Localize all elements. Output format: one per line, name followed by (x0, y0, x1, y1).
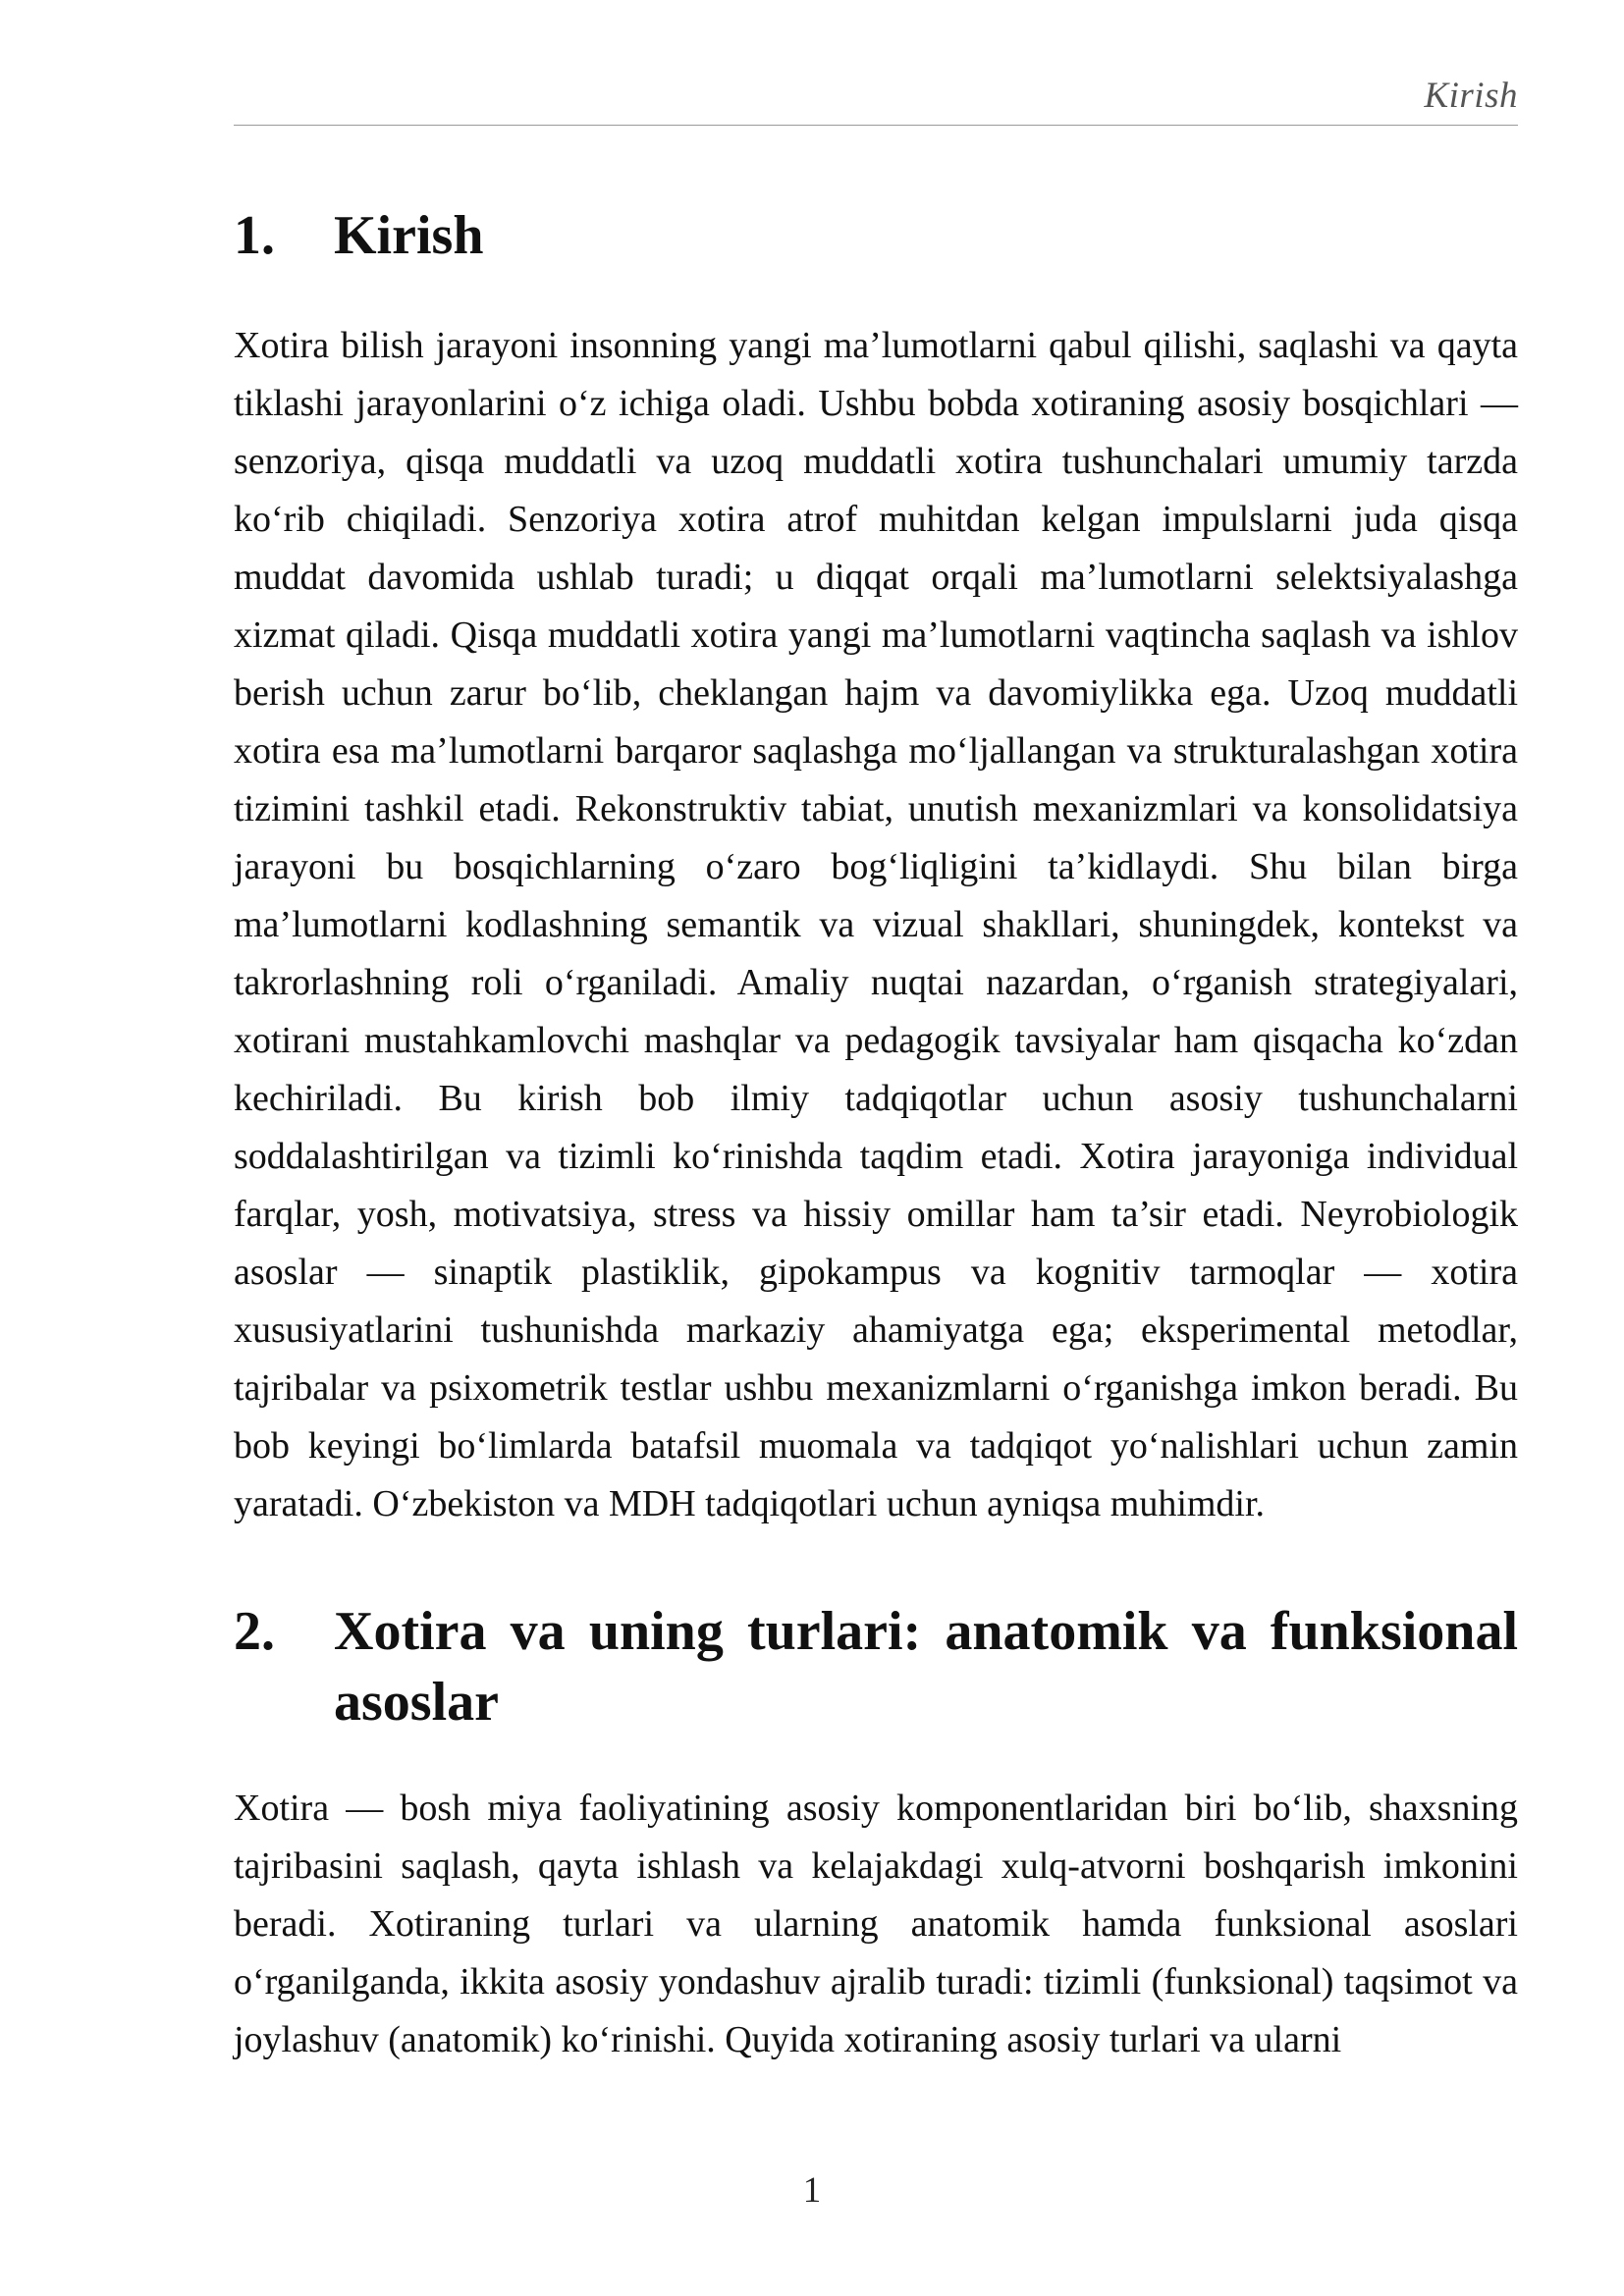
section-1-paragraph: Xotira bilish jarayoni insonning yangi ma’lumotlarni qabul qilishi, saqlashi va qayta tiklashi jarayonlarini o‘z ichiga oladi. Ushbu bobda xotiraning asosiy bosqichlari — senzoriya, qisqa muddatli va uzoq muddatli xotira tushunchalari umumiy tarzda ko‘rib chiqiladi. Senzoriya xotira atrof muhitdan kelgan impulslarni juda qisqa muddat davomida ushlab turadi; u diqqat orqali ma’lumotlarni selektsiyalashga xizmat qiladi. Qisqa muddatli xotira yangi ma’lumotlarni vaqtincha saqlash va ishlov berish uchun zarur bo‘lib, cheklangan hajm va davomiylikka ega. Uzoq muddatli xotira esa ma’lumotlarni barqaror saqlashga mo‘ljallangan va strukturalashgan xotira tizimini tashkil etadi. Rekonstruktiv tabiat, unutish mexanizmlari va konsolidatsiya jarayoni bu bosqichlarning o‘zaro bog‘liqligini ta’kidlaydi. Shu bilan birga ma’lumotlarni kodlashning semantik va vizual shakllari, shuningdek, kontekst va takrorlashning roli o‘rganiladi. Amaliy nuqtai nazardan, o‘rganish strategiyalari, xotirani mustahkamlovchi mashqlar va pedagogik tavsiyalar ham qisqacha ko‘zdan kechiriladi. Bu kirish bob ilmiy tadqiqotlar uchun asosiy tushunchalarni soddalashtirilgan va tizimli ko‘rinishda taqdim etadi. Xotira jarayoniga individual farqlar, yosh, motivatsiya, stress va hissiy omillar ham ta’sir etadi. Neyrobiologik asoslar — sinaptik plastiklik, gipokampus va kognitiv tarmoqlar — xotira xususiyatlarini tushunishda markaziy ahamiyatga ega; eksperimental metodlar, tajribalar va psixometrik testlar ushbu mexanizmlarni o‘rganishga imkon beradi. Bu bob keyingi bo‘limlarda batafsil muomala va tadqiqot yo‘nalishlari uchun zamin yaratadi. O‘zbekiston va MDH tadqiqotlari uchun ayniqsa muhimdir. (234, 325, 1518, 1524)
running-header-title: Kirish (1424, 76, 1518, 116)
page-body (234, 191, 1518, 2069)
section-title: Xotira va uning turlari: anatomik va funksional asoslar (334, 1601, 1518, 1733)
page-number: 1 (802, 2170, 822, 2211)
section-heading-1 (234, 200, 1518, 271)
running-header (234, 69, 1518, 126)
section-number: 1. (234, 205, 275, 266)
section-spacer (234, 1533, 1518, 1596)
section-heading-2 (234, 1596, 1518, 1737)
section-2-paragraph: Xotira — bosh miya faoliyatining asosiy komponentlaridan biri bo‘lib, shaxsning tajribasini saqlash, qayta ishlash va kelajakdagi xulq-atvorni boshqarish imkonini beradi. Xotiraning turlari va ularning anatomik hamda funksional asoslari o‘rganilganda, ikkita asosiy yondashuv ajralib turadi: tizimli (funksional) taqsimot va joylashuv (anatomik) ko‘rinishi. Quyida xotiraning asosiy turlari va ularni (234, 1788, 1518, 2060)
section-title: Kirish (334, 205, 484, 266)
section-number: 2. (234, 1601, 275, 1662)
